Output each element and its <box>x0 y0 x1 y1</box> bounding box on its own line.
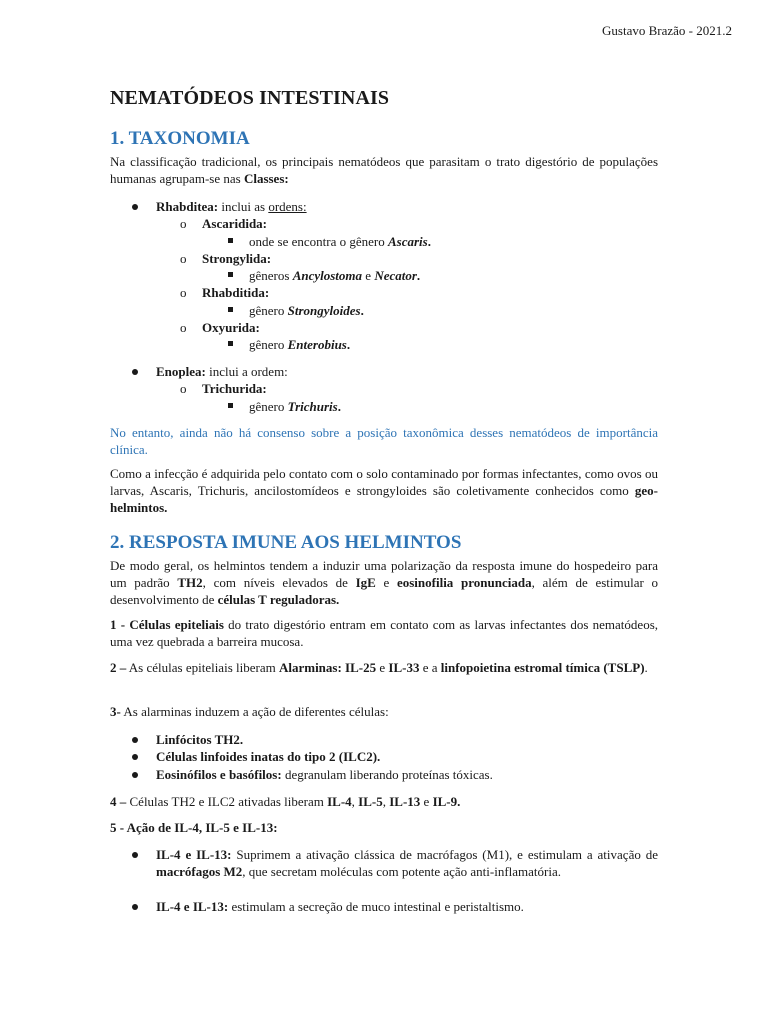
bullet-dot-icon <box>132 204 138 210</box>
list-item-rhabditea <box>156 198 307 215</box>
step-1-text: do trato digestório entram em contato com as larvas infectantes dos nematódeos, uma vez quebrada a barreira mucosa. <box>110 617 659 649</box>
trichuris-dot: . <box>337 399 341 414</box>
step-1-label: 1 - Células epiteliais <box>110 617 224 632</box>
list-item-enterobius <box>249 336 350 353</box>
genero-text: gênero <box>249 399 288 414</box>
list-item-linfocitos-th2 <box>156 731 243 748</box>
ascaris-genus: Ascaris <box>387 234 428 249</box>
il-text: , que secretam moléculas com potente ação anti-inflamatória. <box>242 864 562 879</box>
il13-term: IL-13 <box>389 794 421 809</box>
immune-intro-text: , além de estimular o desenvolvimento de <box>110 575 659 607</box>
bullet-square-icon <box>228 341 233 346</box>
trichurida-label: Trichurida: <box>202 381 267 396</box>
il33-term: IL-33 <box>388 660 420 675</box>
step-2-text: As células epiteliais liberam <box>126 660 279 675</box>
bullet-dot-icon <box>132 772 138 778</box>
list-item-trichurida <box>180 380 267 397</box>
immune-intro-text: De modo geral, os helmintos tendem a induzir uma polarização da resposta imune do hospedeiro para um padrão <box>110 558 658 590</box>
cell-type-label: Eosinófilos e basófilos: <box>156 767 282 782</box>
step-5-label: 5 - Ação de IL-4, IL-5 e IL-13: <box>110 820 278 835</box>
conjunction-e: e <box>375 575 397 590</box>
ancylostoma-genus: Ancylostoma <box>292 268 363 283</box>
bullet-dot-icon <box>132 737 138 743</box>
list-item-ancylostoma-necator <box>249 267 420 284</box>
step-2-paragraph <box>110 659 658 676</box>
immune-intro-text: , com níveis elevados de <box>202 575 356 590</box>
rhabditida-label: Rhabditida: <box>202 285 270 300</box>
enoplea-text: inclui a ordem: <box>205 364 288 379</box>
bullet-square-icon <box>228 403 233 408</box>
necator-dot: . <box>416 268 421 283</box>
taxonomy-intro <box>110 153 658 187</box>
treg-term: células T reguladoras. <box>217 592 340 607</box>
step-3-paragraph <box>110 703 658 720</box>
step-4-text: Células TH2 e ILC2 ativadas liberam <box>126 794 328 809</box>
intro-classes: Classes: <box>243 171 289 186</box>
taxonomy-note: No entanto, ainda não há consenso sobre a posição taxonômica desses nematódeos de importância clínica. <box>110 425 658 457</box>
step-2-dot: . <box>644 660 648 675</box>
il4-term: IL-4 <box>327 794 352 809</box>
geo-text: Como a infecção é adquirida pelo contato com o solo contaminado por formas infectantes, como ovos ou larvas, Ascaris, Trichuris, ancilostomídeos e strongyloides são coletivamente conhecidos como <box>110 466 658 498</box>
step-1-paragraph <box>110 616 658 650</box>
list-item-oxyurida <box>180 319 260 336</box>
macrofagos-m2-term: macrófagos M2 <box>156 864 243 879</box>
list-item-trichuris <box>249 398 341 415</box>
step-4-label: 4 – <box>110 794 127 809</box>
bullet-dot-icon <box>132 369 138 375</box>
step-2-label: 2 – <box>110 660 127 675</box>
th2-term: TH2 <box>177 575 203 590</box>
step-2-text: e a <box>419 660 441 675</box>
il5-term: IL-5 <box>358 794 383 809</box>
bullet-circle-icon: o <box>180 381 187 396</box>
conjunction-e: e <box>420 794 433 809</box>
intro-text: Na classificação tradicional, os principais nematódeos que parasitam o trato digestório de populações humanas agrupam-se nas <box>110 154 658 186</box>
list-item-ascaris <box>249 233 431 250</box>
section-title-resposta-imune: 2. RESPOSTA IMUNE AOS HELMINTOS <box>110 532 462 553</box>
step-3-label: 3- <box>110 704 121 719</box>
bullet-dot-icon <box>132 904 138 910</box>
il4-il13-label: IL-4 e IL-13: <box>156 847 232 862</box>
cell-type-label: Linfócitos TH2. <box>156 732 244 747</box>
enterobius-genus: Enterobius <box>287 337 347 352</box>
conjunction-e: e <box>362 268 375 283</box>
necator-genus: Necator <box>374 268 417 283</box>
rhabditea-ordens: ordens: <box>268 199 307 214</box>
bullet-circle-icon: o <box>180 251 187 266</box>
bullet-circle-icon: o <box>180 285 187 300</box>
list-item-ilc2 <box>156 748 380 765</box>
list-item-enoplea <box>156 363 288 380</box>
bullet-dot-icon <box>132 852 138 858</box>
bullet-circle-icon: o <box>180 216 187 231</box>
il9-term: IL-9. <box>432 794 461 809</box>
conjunction-e: e <box>376 660 389 675</box>
bullet-dot-icon <box>132 754 138 760</box>
ige-term: IgE <box>355 575 376 590</box>
il4-il13-label: IL-4 e IL-13: <box>156 899 229 914</box>
cell-type-text: degranulam liberando proteínas tóxicas. <box>281 767 493 782</box>
oxyurida-label: Oxyurida: <box>202 320 260 335</box>
list-item-ascaridida <box>180 215 267 232</box>
list-item-eosinofilos <box>156 766 493 783</box>
geo-helmintos-term: geo-helmintos. <box>110 483 658 515</box>
section-title-taxonomia: 1. TAXONOMIA <box>110 128 250 149</box>
list-item-il4-il13-muco <box>156 898 658 915</box>
ascaris-text: onde se encontra o gênero <box>249 234 388 249</box>
tslp-term: linfopoietina estromal tímica (TSLP) <box>440 660 645 675</box>
trichuris-genus: Trichuris <box>287 399 338 414</box>
separator: , <box>382 794 390 809</box>
il-text: Suprimem a ativação clássica de macrófagos (M1), e estimulam a ativação de <box>231 847 658 862</box>
bullet-circle-icon: o <box>180 320 187 335</box>
list-item-strongyloides <box>249 302 364 319</box>
step-3-text: As alarminas induzem a ação de diferentes células: <box>120 704 389 719</box>
rhabditea-text: inclui as <box>218 199 269 214</box>
list-item-strongylida <box>180 250 272 267</box>
il-text: estimulam a secreção de muco intestinal e peristaltismo. <box>228 899 524 914</box>
genero-text: gênero <box>249 303 288 318</box>
document-title: NEMATÓDEOS INTESTINAIS <box>110 87 390 109</box>
enoplea-label: Enoplea: <box>156 364 206 379</box>
ascaris-dot: . <box>427 234 431 249</box>
generos-text: gêneros <box>249 268 293 283</box>
enterobius-dot: . <box>346 337 351 352</box>
page-header-author: Gustavo Brazão - 2021.2 <box>602 23 732 38</box>
separator: , <box>351 794 359 809</box>
cell-type-label: Células linfoides inatas do tipo 2 (ILC2). <box>156 749 381 764</box>
eosinofilia-term: eosinofilia pronunciada <box>396 575 532 590</box>
rhabditea-label: Rhabditea: <box>156 199 219 214</box>
geo-helminths-paragraph <box>110 465 658 516</box>
list-item-rhabditida <box>180 284 270 301</box>
bullet-square-icon <box>228 307 233 312</box>
list-item-il4-il13-macrofagos <box>156 846 658 880</box>
bullet-square-icon <box>228 238 233 243</box>
immune-intro-paragraph <box>110 557 658 608</box>
ascaridida-label: Ascaridida: <box>202 216 267 231</box>
step-5-paragraph <box>110 819 658 836</box>
bullet-square-icon <box>228 272 233 277</box>
il25-term: Alarminas: IL-25 <box>278 660 377 675</box>
strongyloides-genus: Strongyloides <box>287 303 361 318</box>
strongyloides-dot: . <box>360 303 364 318</box>
genero-text: gênero <box>249 337 288 352</box>
step-4-paragraph <box>110 793 658 810</box>
strongylida-label: Strongylida: <box>202 251 272 266</box>
